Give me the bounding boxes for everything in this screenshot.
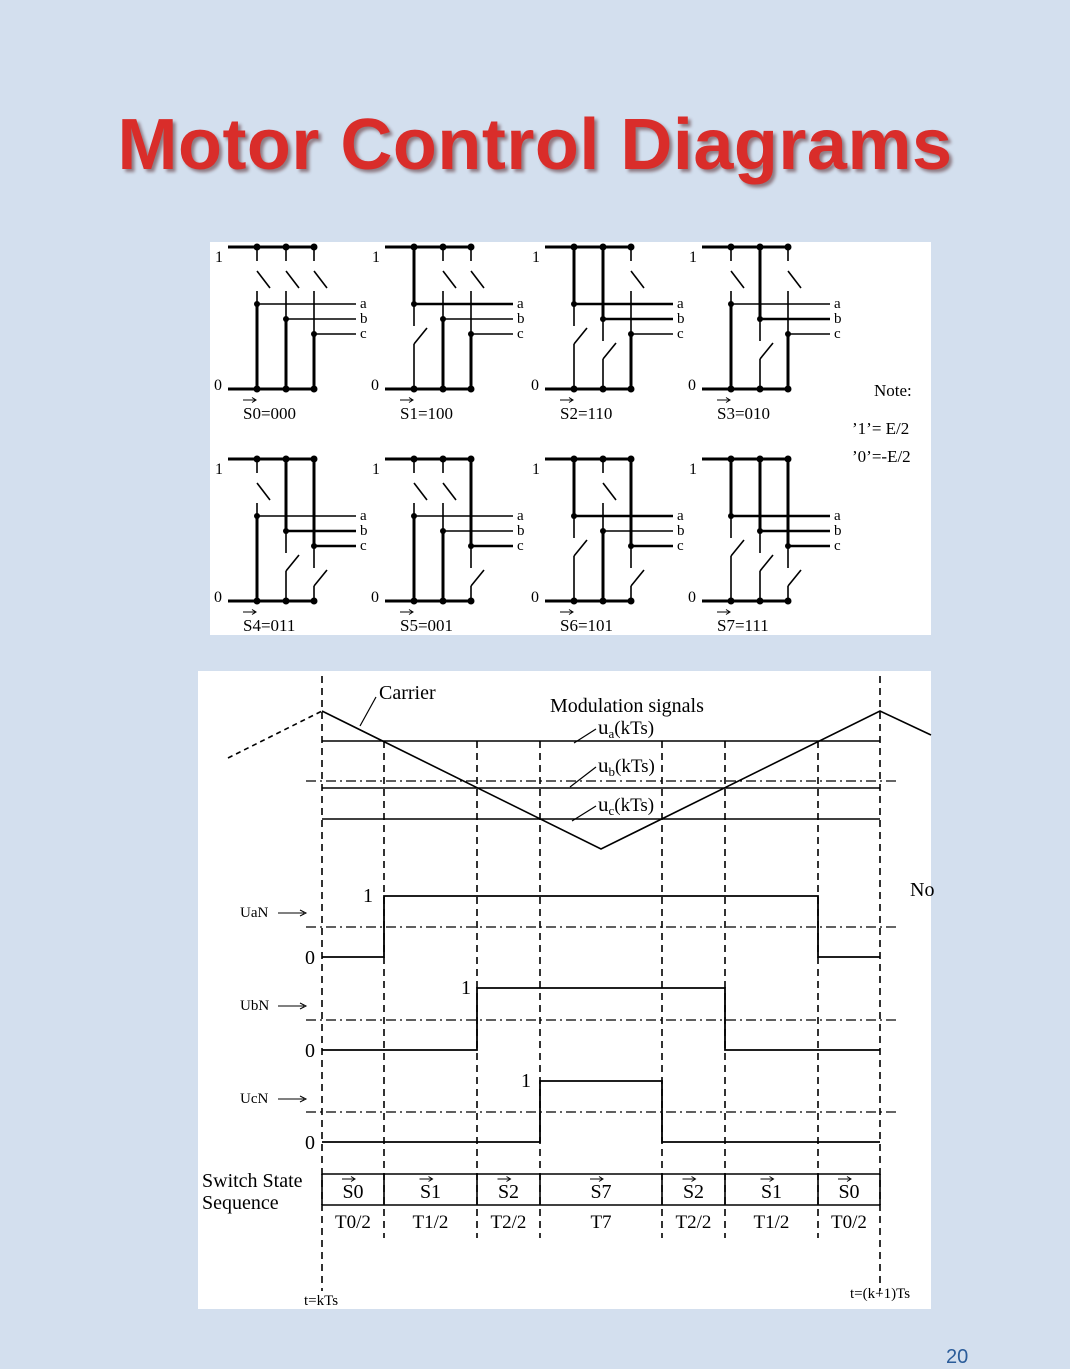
- switch-state-label: S6=101: [560, 616, 614, 635]
- bus-node-bottom: [254, 386, 261, 393]
- bus-node-top: [757, 244, 764, 251]
- rail-high-label: 1: [689, 249, 697, 266]
- switch-upper-open: [314, 271, 327, 288]
- switch-lower-open: [760, 343, 773, 359]
- t-start-label: t=kTs: [304, 1293, 339, 1309]
- switch-state-label: S3=010: [717, 404, 771, 423]
- bus-node-top: [728, 456, 735, 463]
- sequence-duration-2: T2/2: [490, 1212, 527, 1233]
- note-heading: Note:: [874, 381, 912, 400]
- switch-state-cell-3: [688, 244, 842, 424]
- bus-node-top: [283, 244, 290, 251]
- phase-label-a: a: [517, 296, 524, 312]
- phase-label-c: c: [677, 538, 684, 554]
- sequence-state-6: S0: [838, 1181, 860, 1203]
- sequence-duration-5: T1/2: [753, 1212, 790, 1233]
- sequence-duration-0: T0/2: [335, 1212, 371, 1233]
- rail-high-label: 1: [372, 461, 380, 478]
- bus-node-top: [440, 456, 447, 463]
- bus-node-top: [411, 244, 418, 251]
- switch-lower-open: [788, 570, 801, 586]
- t-end-label: t=(k+1)Ts: [850, 1286, 911, 1302]
- signal-c-label-subscript: c: [608, 803, 615, 818]
- phase-label-a: a: [360, 508, 367, 524]
- sequence-state-5: S1: [760, 1181, 783, 1203]
- bus-node-top: [785, 456, 792, 463]
- sequence-label-line-2: Sequence: [202, 1192, 279, 1214]
- level-high-label: 1: [363, 885, 373, 907]
- switch-state-label: S7=111: [717, 616, 769, 635]
- switch-state-cell-4: [214, 456, 368, 636]
- sequence-duration-1: T1/2: [412, 1212, 449, 1233]
- sequence-duration-4: T2/2: [675, 1212, 712, 1233]
- switch-lower-open: [574, 540, 587, 556]
- phase-label-b: b: [360, 311, 368, 327]
- rail-low-label: 0: [531, 377, 539, 394]
- bus-node-top: [600, 456, 607, 463]
- phase-label-c: c: [360, 538, 367, 554]
- clipped-note-text: No: [910, 879, 935, 901]
- phase-label-c: c: [834, 538, 841, 554]
- switch-upper-open: [631, 271, 644, 288]
- bus-node-top: [785, 244, 792, 251]
- rail-low-label: 0: [214, 589, 222, 606]
- level-low-label: 0: [305, 1040, 315, 1062]
- sequence-state-1: S1: [419, 1181, 442, 1203]
- signal-b-label: [598, 753, 655, 779]
- bus-node-top: [440, 244, 447, 251]
- switch-lower-open: [760, 555, 773, 571]
- switch-lower-open: [603, 343, 616, 359]
- sequence-duration-6: T0/2: [831, 1212, 867, 1233]
- phase-label-a: a: [517, 508, 524, 524]
- bus-node-bottom: [571, 386, 578, 393]
- bus-node-bottom: [440, 386, 447, 393]
- phase-label-c: c: [517, 538, 524, 554]
- bus-node-bottom: [728, 598, 735, 605]
- carrier-label: Carrier: [379, 682, 436, 704]
- phase-label-a: a: [834, 508, 841, 524]
- bus-node-top: [411, 456, 418, 463]
- phase-label-c: c: [834, 326, 841, 342]
- switch-state-cell-0: [214, 244, 368, 424]
- phase-pulse-UbN: [322, 988, 880, 1050]
- bus-node-bottom: [468, 386, 475, 393]
- switch-state-cell-2: [531, 244, 685, 424]
- signal-a-label: [598, 715, 654, 741]
- switch-lower-open: [414, 328, 427, 344]
- bus-node-bottom: [283, 598, 290, 605]
- bus-node-bottom: [628, 598, 635, 605]
- switch-state-label: S4=011: [243, 616, 296, 635]
- bus-node-bottom: [440, 598, 447, 605]
- switch-states-svg: [210, 242, 931, 635]
- switch-state-label: S5=001: [400, 616, 454, 635]
- rail-low-label: 0: [531, 589, 539, 606]
- phase-label-b: b: [834, 523, 842, 539]
- bus-node-top: [254, 456, 261, 463]
- note-line-2: ’0’=-E/2: [852, 447, 911, 466]
- bus-node-bottom: [785, 598, 792, 605]
- level-low-label: 0: [305, 947, 315, 969]
- sequence-duration-3: T7: [590, 1212, 612, 1233]
- switch-upper-open: [414, 483, 427, 500]
- bus-node-bottom: [757, 386, 764, 393]
- phase-label-c: c: [360, 326, 367, 342]
- modulation-signals-label: Modulation signals: [550, 695, 704, 717]
- svpwm-timing-diagram: [198, 671, 935, 1309]
- bus-node-bottom: [283, 386, 290, 393]
- switch-state-label: S1=100: [400, 404, 454, 423]
- switch-upper-open: [443, 483, 456, 500]
- bus-node-top: [468, 244, 475, 251]
- rail-low-label: 0: [214, 377, 222, 394]
- rail-high-label: 1: [532, 461, 540, 478]
- rail-low-label: 0: [688, 377, 696, 394]
- phase-label-UaN: UaN: [240, 905, 269, 921]
- bus-node-top: [311, 244, 318, 251]
- phase-label-c: c: [517, 326, 524, 342]
- bus-node-top: [283, 456, 290, 463]
- bus-node-bottom: [411, 598, 418, 605]
- switch-state-cell-6: [531, 456, 685, 636]
- bus-node-bottom: [254, 598, 261, 605]
- switch-upper-open: [731, 271, 744, 288]
- phase-label-b: b: [360, 523, 368, 539]
- rail-low-label: 0: [371, 377, 379, 394]
- note-line-1: ’1’= E/2: [852, 419, 910, 438]
- phase-label-b: b: [517, 523, 525, 539]
- rail-high-label: 1: [689, 461, 697, 478]
- phase-label-UbN: UbN: [240, 998, 270, 1014]
- carrier-wave-lead: [228, 711, 322, 758]
- bus-node-top: [254, 244, 261, 251]
- bus-node-bottom: [600, 386, 607, 393]
- rail-high-label: 1: [215, 249, 223, 266]
- phase-label-b: b: [517, 311, 525, 327]
- phase-label-a: a: [360, 296, 367, 312]
- signal-c-label-rest: (kTs): [614, 795, 655, 816]
- bus-node-top: [757, 456, 764, 463]
- switch-upper-open: [603, 483, 616, 500]
- sequence-state-0: S0: [342, 1181, 364, 1203]
- switch-state-label: S0=000: [243, 404, 297, 423]
- bus-node-top: [311, 456, 318, 463]
- bus-node-bottom: [728, 386, 735, 393]
- phase-label-b: b: [834, 311, 842, 327]
- carrier-label-leader: [360, 697, 376, 726]
- bus-node-bottom: [785, 386, 792, 393]
- level-high-label: 1: [461, 977, 471, 999]
- signal-c-label: [598, 792, 654, 818]
- sequence-state-4: S2: [682, 1181, 705, 1203]
- rail-high-label: 1: [372, 249, 380, 266]
- page-title: Motor Control Diagrams: [117, 105, 953, 185]
- rail-high-label: 1: [532, 249, 540, 266]
- switch-lower-open: [631, 570, 644, 586]
- phase-label-c: c: [677, 326, 684, 342]
- bus-node-bottom: [571, 598, 578, 605]
- sequence-state-3: S7: [590, 1181, 612, 1203]
- bus-node-bottom: [628, 386, 635, 393]
- switch-state-label: S2=110: [560, 404, 613, 423]
- switch-state-cell-7: [688, 456, 842, 636]
- bus-node-bottom: [600, 598, 607, 605]
- bus-node-bottom: [311, 386, 318, 393]
- rail-low-label: 0: [371, 589, 379, 606]
- bus-node-top: [571, 456, 578, 463]
- switch-lower-open: [314, 570, 327, 586]
- bus-node-bottom: [468, 598, 475, 605]
- switch-states-diagram: [210, 242, 931, 635]
- switch-lower-open: [471, 570, 484, 586]
- sequence-label-line-1: Switch State: [202, 1170, 303, 1192]
- switch-state-cell-1: [371, 244, 525, 424]
- bus-node-top: [571, 244, 578, 251]
- signal-a-label-subscript: a: [608, 726, 615, 741]
- switch-upper-open: [257, 483, 270, 500]
- signal-b-label-rest: (kTs): [615, 756, 655, 777]
- bus-node-bottom: [411, 386, 418, 393]
- timing-svg: [198, 671, 935, 1309]
- signal-a-label-symbol: u: [598, 715, 609, 739]
- phase-label-b: b: [677, 311, 685, 327]
- signal-b-label-leader: [570, 767, 596, 787]
- signal-b-label-subscript: b: [608, 764, 615, 779]
- sequence-state-2: S2: [497, 1181, 520, 1203]
- switch-upper-open: [443, 271, 456, 288]
- switch-lower-open: [731, 540, 744, 556]
- switch-upper-open: [286, 271, 299, 288]
- switch-upper-open: [788, 271, 801, 288]
- page-number: 20: [946, 1346, 969, 1368]
- signal-a-label-rest: (kTs): [614, 718, 655, 739]
- rail-low-label: 0: [688, 589, 696, 606]
- bus-node-top: [600, 244, 607, 251]
- switch-lower-open: [286, 555, 299, 571]
- signal-b-label-symbol: u: [598, 753, 609, 777]
- bus-node-top: [628, 456, 635, 463]
- switch-upper-open: [471, 271, 484, 288]
- bus-node-top: [728, 244, 735, 251]
- phase-label-a: a: [677, 296, 684, 312]
- bus-node-bottom: [757, 598, 764, 605]
- phase-label-a: a: [834, 296, 841, 312]
- rail-high-label: 1: [215, 461, 223, 478]
- phase-label-a: a: [677, 508, 684, 524]
- phase-label-b: b: [677, 523, 685, 539]
- level-high-label: 1: [521, 1070, 531, 1092]
- switch-lower-open: [574, 328, 587, 344]
- bus-node-top: [468, 456, 475, 463]
- level-low-label: 0: [305, 1132, 315, 1154]
- switch-state-cell-5: [371, 456, 525, 636]
- switch-upper-open: [257, 271, 270, 288]
- bus-node-bottom: [311, 598, 318, 605]
- phase-label-UcN: UcN: [240, 1091, 269, 1107]
- signal-c-label-symbol: u: [598, 792, 609, 816]
- bus-node-top: [628, 244, 635, 251]
